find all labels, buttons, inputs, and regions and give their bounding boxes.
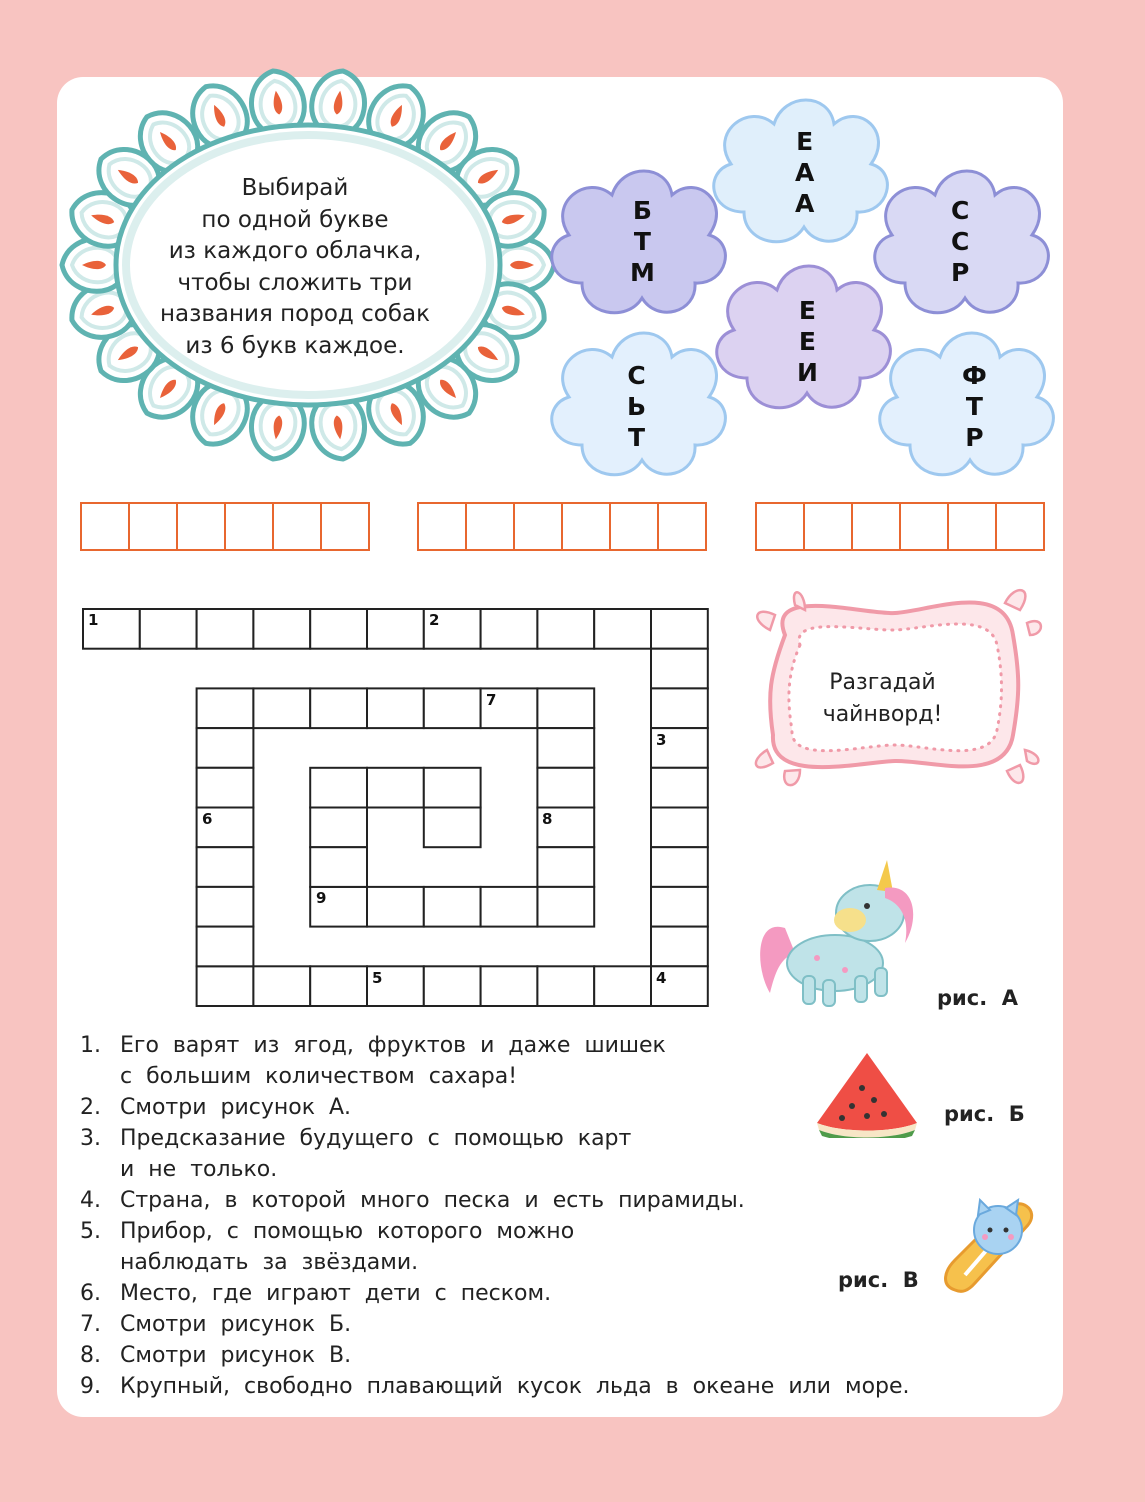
intro-line: названия пород собак xyxy=(159,301,431,327)
cloud-letter: И xyxy=(797,358,818,387)
clue-line: с большим количеством сахара! xyxy=(120,1064,518,1089)
chainword-cell[interactable] xyxy=(197,927,254,967)
chainword-cell[interactable] xyxy=(651,649,708,689)
chainword-cell[interactable] xyxy=(481,609,538,649)
chainword-cell[interactable] xyxy=(651,768,708,808)
cloud-letter: А xyxy=(795,189,815,218)
cloud-letter: С xyxy=(951,227,970,256)
cell-number-4: 4 xyxy=(656,969,667,987)
chainword-cell[interactable] xyxy=(197,966,254,1006)
chainword-cell[interactable] xyxy=(424,808,481,848)
chainword-cell[interactable] xyxy=(197,688,254,728)
chainword-cell[interactable] xyxy=(651,887,708,927)
cloud-letter: А xyxy=(795,158,815,187)
clue-number: 9. xyxy=(80,1374,101,1399)
chainword-cell[interactable] xyxy=(481,887,538,927)
chainword-cell[interactable] xyxy=(197,609,254,649)
chainword-cell[interactable] xyxy=(424,768,481,808)
chainword-cell[interactable] xyxy=(197,887,254,927)
clue-item xyxy=(80,1309,1020,1340)
cloud-letter: Ф xyxy=(962,361,987,390)
cell-number-5: 5 xyxy=(372,969,383,987)
chainword-cell[interactable] xyxy=(651,847,708,887)
clue-number: 4. xyxy=(80,1188,101,1213)
chainword-cell[interactable] xyxy=(651,609,708,649)
chainword-cell[interactable] xyxy=(424,887,481,927)
clue-line: и не только. xyxy=(120,1157,278,1182)
figure-label-a: рис. А xyxy=(937,986,1019,1010)
cell-number-3: 3 xyxy=(656,731,667,749)
chainword-cell[interactable] xyxy=(140,609,197,649)
chainword-cell[interactable] xyxy=(594,609,651,649)
chainword-cell[interactable] xyxy=(253,609,310,649)
chainword-cell[interactable] xyxy=(367,887,424,927)
clue-item xyxy=(80,1123,1020,1185)
chainword-cell[interactable] xyxy=(537,768,594,808)
clue-number: 1. xyxy=(80,1033,101,1058)
clue-number: 2. xyxy=(80,1095,101,1120)
cloud-letter: С xyxy=(627,361,646,390)
clue-number: 5. xyxy=(80,1219,101,1244)
clue-item xyxy=(80,1340,1020,1371)
chainword-cell[interactable] xyxy=(197,847,254,887)
chainword-cell[interactable] xyxy=(310,966,367,1006)
clue-list xyxy=(80,1030,1020,1402)
cell-number-8: 8 xyxy=(542,810,553,828)
clue-line: Предсказание будущего с помощью карт xyxy=(120,1126,632,1151)
chainword-cell[interactable] xyxy=(537,609,594,649)
frame-text-line: Разгадай xyxy=(829,670,936,695)
intro-line: из каждого облачка, xyxy=(168,238,422,264)
frame-text-line: чайнворд! xyxy=(822,702,943,727)
clue-item xyxy=(80,1371,1020,1402)
figure-label-b: рис. Б xyxy=(944,1102,1025,1126)
chainword-cell[interactable] xyxy=(424,688,481,728)
chainword-cell[interactable] xyxy=(424,966,481,1006)
cloud-letter: Б xyxy=(632,196,652,225)
cloud-letter: Т xyxy=(633,227,651,256)
chainword-cell[interactable] xyxy=(310,847,367,887)
intro-line: чтобы сложить три xyxy=(177,269,413,296)
clue-item xyxy=(80,1092,1020,1123)
clue-item xyxy=(80,1185,1020,1216)
chainword-cell[interactable] xyxy=(197,768,254,808)
chainword-cell[interactable] xyxy=(310,688,367,728)
chainword-cell[interactable] xyxy=(367,609,424,649)
chainword-cell[interactable] xyxy=(367,768,424,808)
clue-line: Место, где играют дети с песком. xyxy=(120,1281,552,1306)
chainword-cell[interactable] xyxy=(537,847,594,887)
cloud-letter: Е xyxy=(796,127,814,156)
clue-number: 6. xyxy=(80,1281,101,1306)
clue-line: Смотри рисунок В. xyxy=(120,1343,352,1368)
cloud-letter: Е xyxy=(798,296,816,325)
cloud-letter: Р xyxy=(951,258,970,287)
clue-number: 8. xyxy=(80,1343,101,1368)
chainword-cell[interactable] xyxy=(537,728,594,768)
chainword-cell[interactable] xyxy=(537,688,594,728)
cloud-letter: Р xyxy=(965,423,984,452)
cell-number-7: 7 xyxy=(486,691,497,709)
chainword-cell[interactable] xyxy=(651,927,708,967)
chainword-cell[interactable] xyxy=(594,966,651,1006)
chainword-cell[interactable] xyxy=(310,609,367,649)
chainword-cell[interactable] xyxy=(310,808,367,848)
cell-number-1: 1 xyxy=(88,611,99,629)
clue-item xyxy=(80,1216,1020,1278)
intro-line: по одной букве xyxy=(201,206,389,233)
chainword-cell[interactable] xyxy=(651,688,708,728)
cloud-letter: Е xyxy=(798,327,816,356)
chainword-cell[interactable] xyxy=(253,688,310,728)
chainword-cell[interactable] xyxy=(481,966,538,1006)
intro-line: из 6 букв каждое. xyxy=(185,332,405,359)
unicorn-icon xyxy=(755,858,925,1008)
cloud-letter: С xyxy=(951,196,970,225)
cloud-letter: М xyxy=(630,258,655,287)
chainword-cell[interactable] xyxy=(367,688,424,728)
clue-item xyxy=(80,1030,1020,1092)
chainword-cell[interactable] xyxy=(253,966,310,1006)
cloud-letter: Ь xyxy=(627,392,647,421)
chainword-cell[interactable] xyxy=(537,887,594,927)
chainword-cell[interactable] xyxy=(651,808,708,848)
clue-line: Смотри рисунок Б. xyxy=(120,1312,352,1337)
clue-line: Его варят из ягод, фруктов и даже шишек xyxy=(120,1033,666,1058)
chainword-cell[interactable] xyxy=(197,728,254,768)
clue-line: наблюдать за звёздами. xyxy=(120,1250,419,1275)
clue-number: 3. xyxy=(80,1126,101,1151)
chainword-cell[interactable] xyxy=(310,768,367,808)
cell-number-9: 9 xyxy=(316,889,327,907)
clue-line: Страна, в которой много песка и есть пирамиды. xyxy=(120,1188,745,1213)
cell-number-6: 6 xyxy=(202,810,213,828)
figure-label-c: рис. В xyxy=(838,1268,919,1292)
intro-line: Выбирай xyxy=(241,175,349,201)
cell-number-2: 2 xyxy=(429,611,440,629)
clue-item xyxy=(80,1278,1020,1309)
clue-line: Прибор, с помощью которого можно xyxy=(120,1219,575,1244)
clue-line: Смотри рисунок А. xyxy=(120,1095,352,1120)
chainword-cell[interactable] xyxy=(537,966,594,1006)
clue-number: 7. xyxy=(80,1312,101,1337)
frame-text xyxy=(790,667,975,731)
clue-line: Крупный, свободно плавающий кусок льда в океане или море. xyxy=(120,1374,910,1399)
cloud-letter: Т xyxy=(965,392,983,421)
cloud-letter: Т xyxy=(628,423,646,452)
